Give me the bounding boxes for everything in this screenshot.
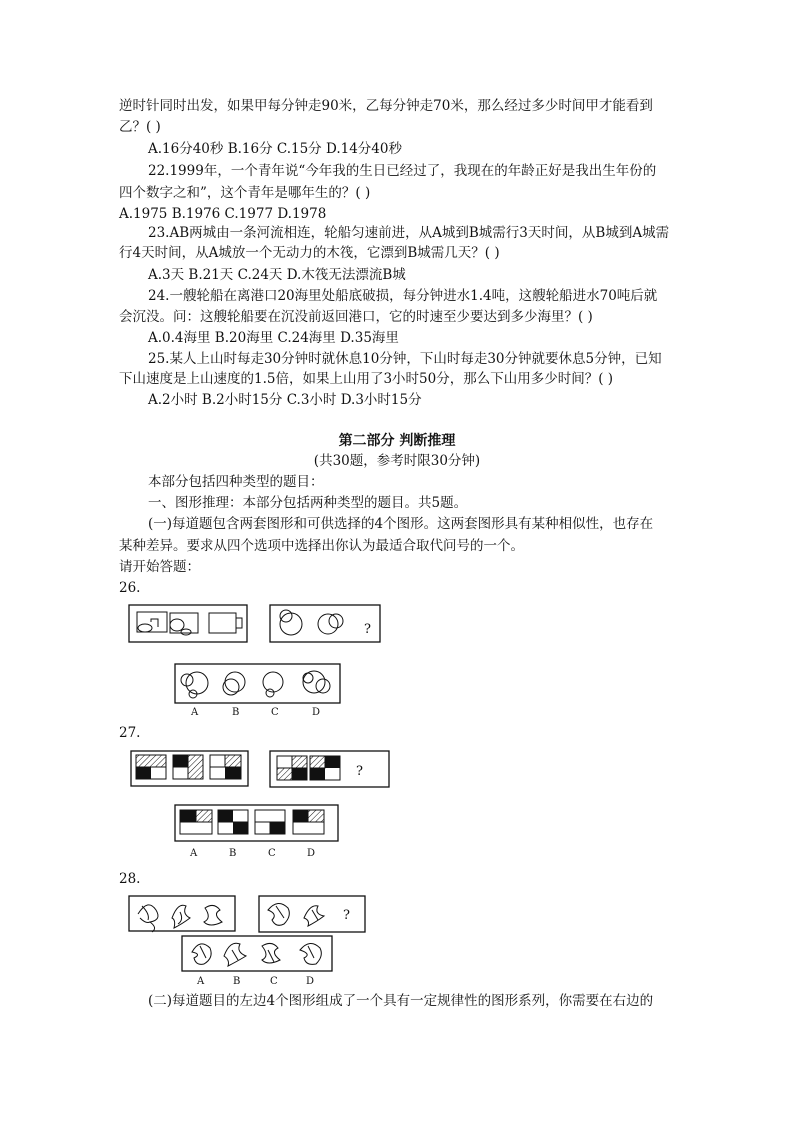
option-label-b: B (232, 707, 240, 718)
option-label-d: D (306, 976, 315, 987)
text-line: 请开始答题： (119, 559, 200, 575)
option-label-d: D (307, 848, 316, 859)
question-mark: ? (364, 622, 371, 637)
question-number-28: 28. (119, 871, 141, 887)
text-line: 一、图形推理：本部分包括两种类型的题目。共5题。 (148, 495, 468, 511)
answer-options: A.0.4海里 B.20海里 C.24海里 D.35海里 (148, 330, 399, 346)
text-line: 四个数字之和”，这个青年是哪年生的？( ) (119, 185, 371, 201)
question-number-26: 26. (119, 580, 141, 596)
question-25: 25.某人上山时每走30分钟时就休息10分钟，下山时每走30分钟就要休息5分钟，已知 (148, 351, 662, 367)
answer-options: A.1975 B.1976 C.1977 D.1978 (119, 206, 327, 222)
text-line: (一)每道题包含两套图形和可供选择的4个图形。这两套图形具有某种相似性，也存在 (148, 516, 654, 532)
option-label-a: A (197, 976, 205, 987)
option-label-c: C (270, 976, 278, 987)
option-label-c: C (268, 848, 276, 859)
option-label-a: A (190, 848, 198, 859)
text-line: 某种差异。要求从四个选项中选择出你认为最适合取代问号的一个。 (119, 538, 524, 554)
question-mark: ? (343, 908, 350, 923)
section-title: 第二部分 判断推理 (338, 433, 456, 449)
section-subtitle: (共30题，参考时限30分钟) (313, 453, 481, 469)
text-line: 乙？( ) (119, 119, 161, 135)
option-label-d: D (312, 707, 321, 718)
option-label-a: A (191, 707, 199, 718)
question-number-27: 27. (119, 725, 141, 741)
option-label-b: B (229, 848, 237, 859)
text-line: 逆时针同时出发，如果甲每分钟走90米，乙每分钟走70米，那么经过多少时间甲才能看到 (119, 98, 653, 114)
text-line: 行4天时间，从A城放一个无动力的木筏，它漂到B城需几天？( ) (119, 245, 500, 261)
question-24: 24.一艘轮船在离港口20海里处船底破损，每分钟进水1.4吨，这艘轮船进水70吨后就 (148, 288, 658, 304)
answer-options: A.16分40秒 B.16分 C.15分 D.14分40秒 (148, 141, 402, 157)
question-23: 23.AB两城由一条河流相连，轮船匀速前进，从A城到B城需行3天时间，从B城到A城需 (148, 225, 670, 241)
text-line: (二)每道题目的左边4个图形组成了一个具有一定规律性的图形系列，你需要在右边的 (148, 993, 654, 1009)
text-line: 会沉没。问：这艘轮船要在沉没前返回港口，它的时速至少要达到多少海里？( ) (119, 309, 593, 325)
option-label-c: C (271, 707, 279, 718)
text-line: 下山速度是上山速度的1.5倍，如果上山用了3小时50分，那么下山用多少时间？( ) (119, 371, 614, 387)
answer-options: A.2小时 B.2小时15分 C.3小时 D.3小时15分 (148, 392, 422, 408)
question-22: 22.1999年，一个青年说“今年我的生日已经过了，我现在的年龄正好是我出生年份的 (148, 163, 657, 179)
option-label-b: B (233, 976, 241, 987)
answer-options: A.3天 B.21天 C.24天 D.木筏无法漂流B城 (148, 267, 406, 283)
text-line: 本部分包括四种类型的题目： (148, 474, 324, 490)
question-mark: ? (356, 764, 363, 779)
